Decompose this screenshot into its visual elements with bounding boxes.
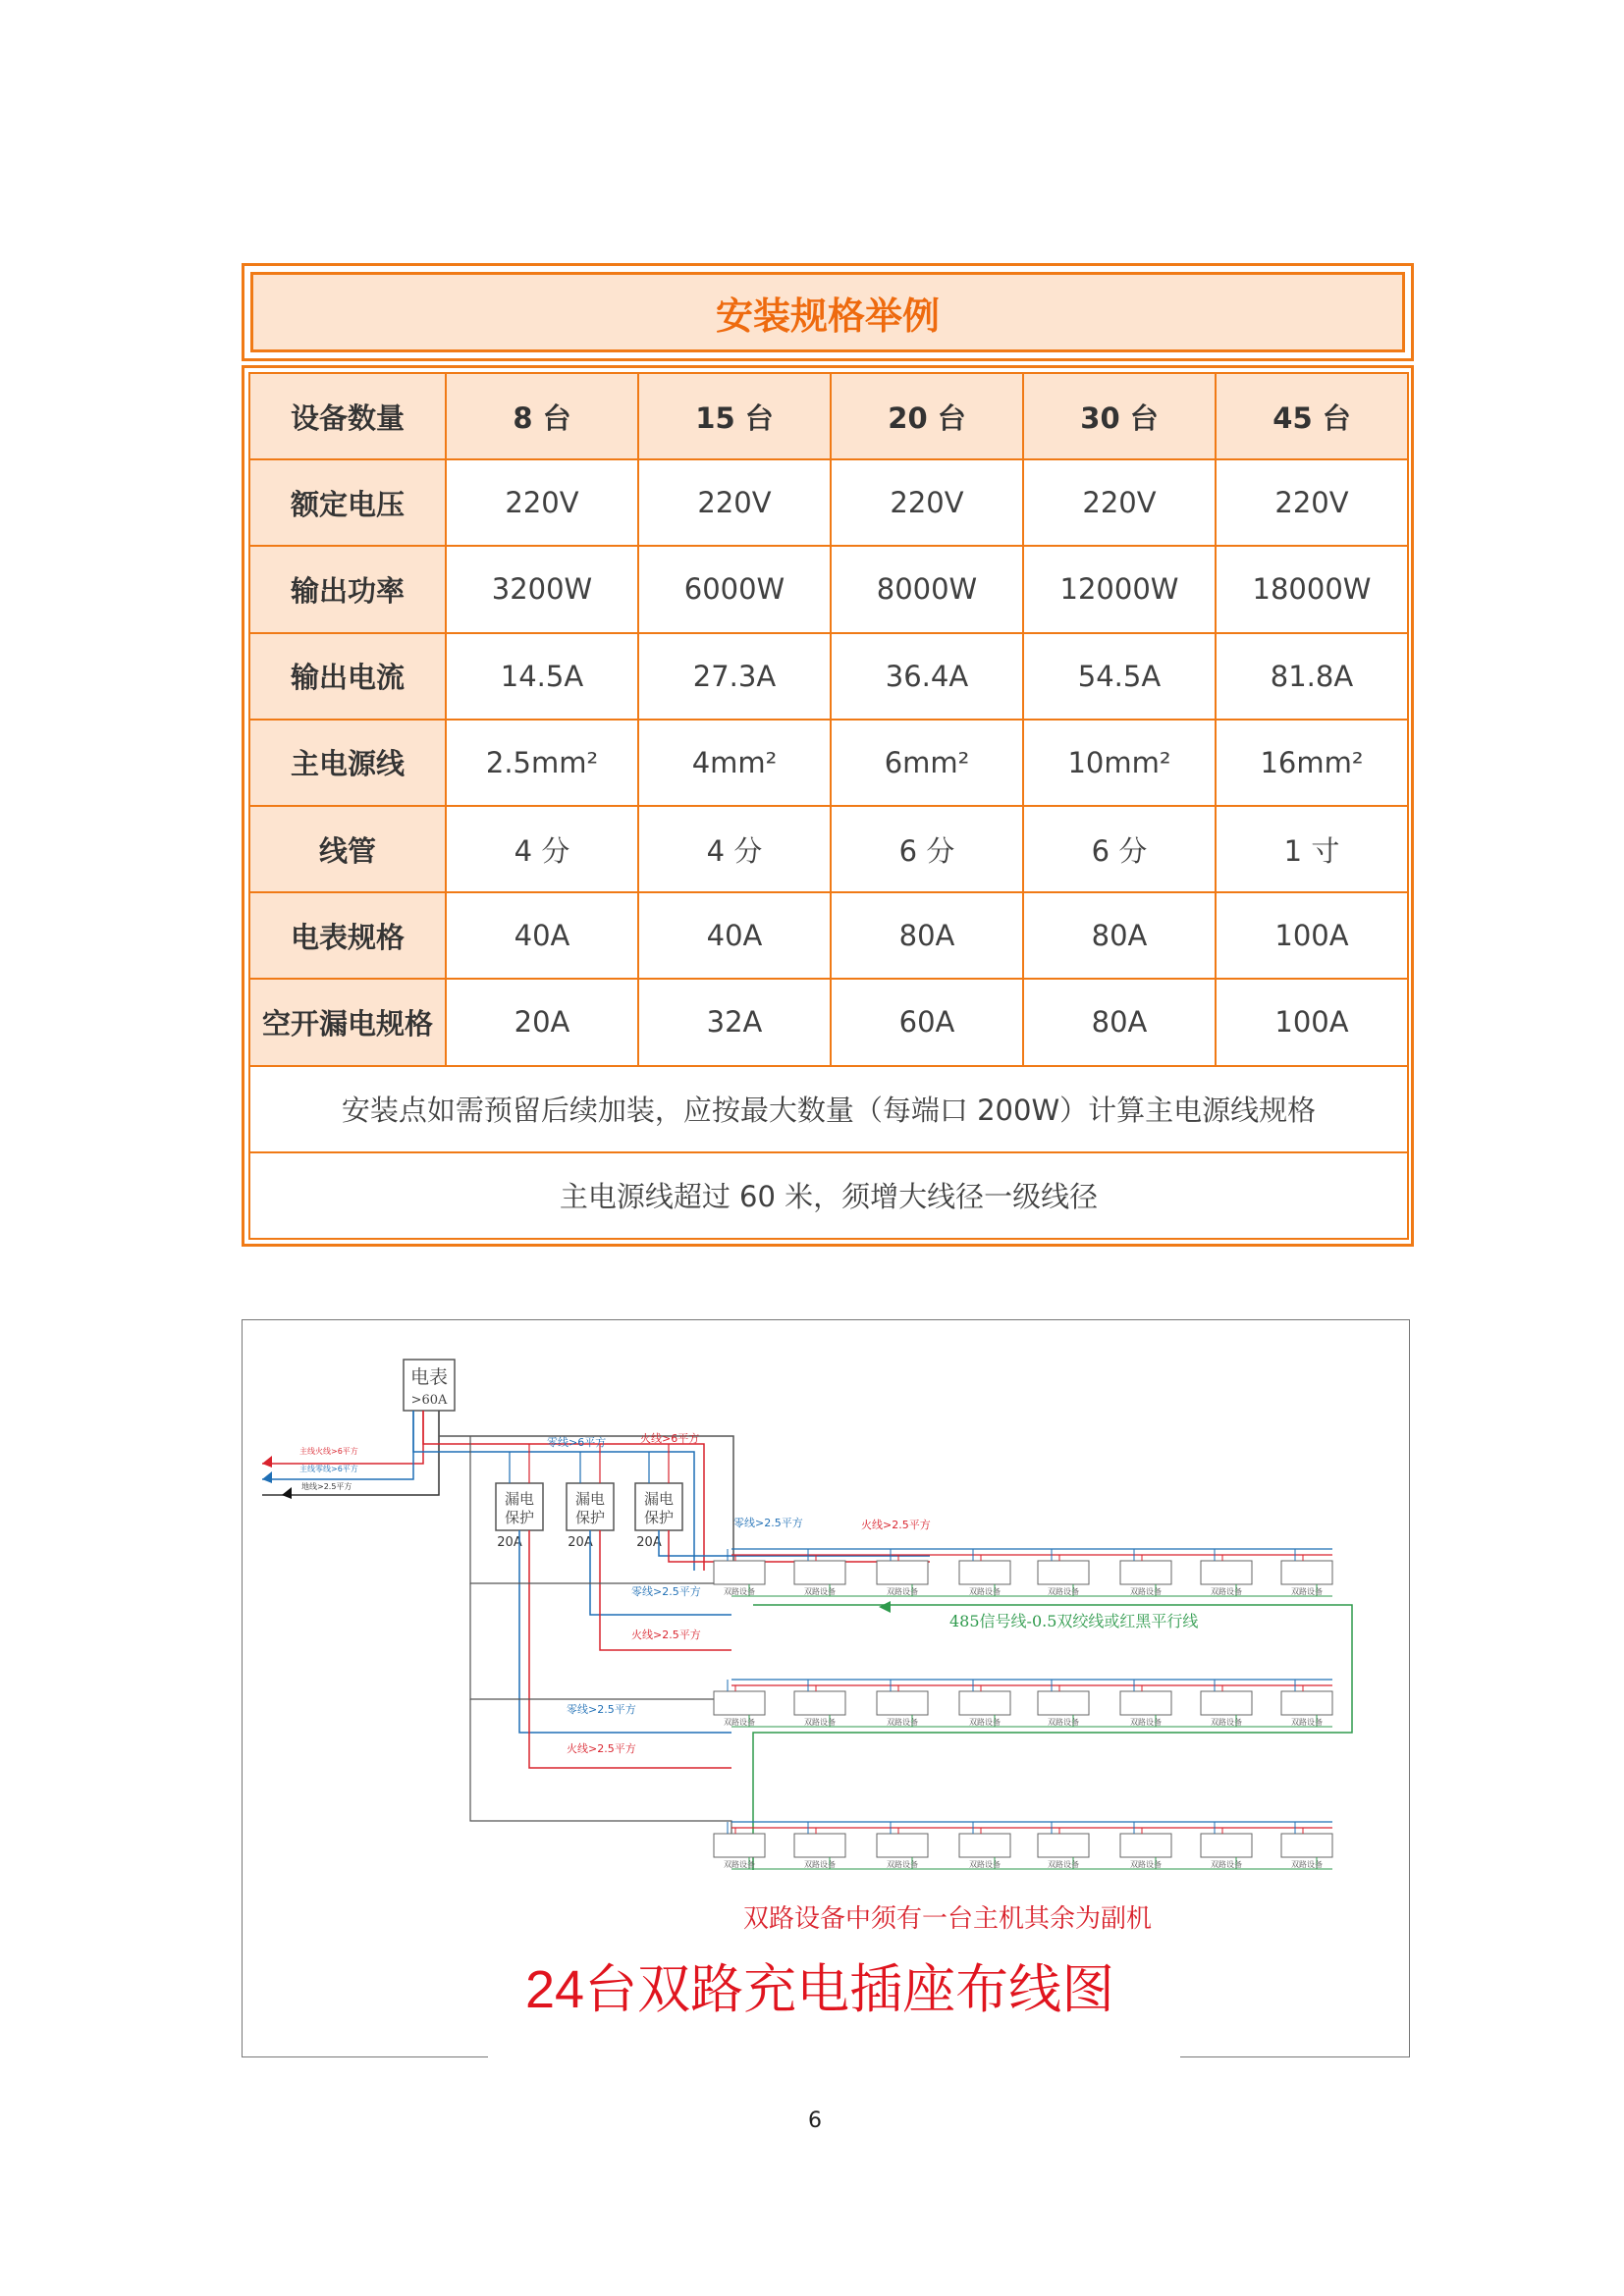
device-box bbox=[959, 1561, 1010, 1584]
device-box bbox=[1120, 1834, 1171, 1857]
device-box bbox=[714, 1561, 765, 1584]
device-unit bbox=[1038, 1549, 1089, 1596]
signal-note: 485信号线-0.5双绞线或红黑平行线 bbox=[949, 1612, 1199, 1630]
table-cell: 6 分 bbox=[831, 806, 1023, 892]
table-cell: 8000W bbox=[831, 546, 1023, 632]
device-label: 双路设备 bbox=[969, 1860, 1001, 1869]
header-col: 8 台 bbox=[446, 373, 638, 459]
breaker-rating: 20A bbox=[497, 1535, 522, 1550]
table-cell: 80A bbox=[1023, 892, 1216, 979]
ground-line bbox=[470, 1583, 714, 1699]
header-col: 20 台 bbox=[831, 373, 1023, 459]
row-label: 电表规格 bbox=[249, 892, 446, 979]
table-cell: 36.4A bbox=[831, 633, 1023, 720]
circuit-label: 零线>2.5平方 bbox=[567, 1703, 636, 1716]
table-cell: 14.5A bbox=[446, 633, 638, 720]
device-label: 双路设备 bbox=[804, 1718, 836, 1727]
table-cell: 100A bbox=[1216, 979, 1408, 1065]
signal-arrow-icon bbox=[879, 1601, 891, 1613]
note-row bbox=[249, 1066, 1408, 1152]
spec-table-frame bbox=[242, 365, 1414, 1247]
device-unit bbox=[1201, 1680, 1252, 1727]
table-cell: 4 分 bbox=[638, 806, 831, 892]
note-text: 安装点如需预留后续加装，应按最大数量（每端口 200W）计算主电源线规格 bbox=[249, 1066, 1408, 1152]
device-unit bbox=[714, 1680, 765, 1727]
table-header-row bbox=[249, 373, 1408, 459]
table-cell: 12000W bbox=[1023, 546, 1216, 632]
device-box bbox=[959, 1834, 1010, 1857]
table-title: 安装规格举例 bbox=[715, 294, 940, 338]
device-box bbox=[794, 1691, 845, 1715]
device-label: 双路设备 bbox=[969, 1718, 1001, 1727]
device-unit bbox=[1201, 1549, 1252, 1596]
device-unit bbox=[714, 1822, 765, 1869]
table-cell: 6mm² bbox=[831, 720, 1023, 806]
table-cell: 80A bbox=[1023, 979, 1216, 1065]
device-label: 双路设备 bbox=[1048, 1718, 1079, 1727]
row-label: 额定电压 bbox=[249, 459, 446, 546]
row-label: 主电源线 bbox=[249, 720, 446, 806]
device-label: 双路设备 bbox=[887, 1860, 918, 1869]
table-row bbox=[249, 546, 1408, 632]
row-label: 空开漏电规格 bbox=[249, 979, 446, 1065]
table-title-band bbox=[250, 272, 1405, 352]
device-unit bbox=[1281, 1822, 1332, 1869]
table-cell: 16mm² bbox=[1216, 720, 1408, 806]
device-unit bbox=[1120, 1549, 1171, 1596]
table-cell: 54.5A bbox=[1023, 633, 1216, 720]
device-box bbox=[794, 1834, 845, 1857]
header-col: 15 台 bbox=[638, 373, 831, 459]
bus-label: 零线>6平方 bbox=[547, 1436, 607, 1449]
device-unit bbox=[1120, 1822, 1171, 1869]
device-unit bbox=[1281, 1680, 1332, 1727]
master-note: 双路设备中须有一台主机其余为副机 bbox=[743, 1904, 1153, 1934]
device-unit bbox=[1038, 1822, 1089, 1869]
breaker-rating: 20A bbox=[568, 1535, 593, 1550]
device-unit bbox=[877, 1822, 928, 1869]
table-cell: 3200W bbox=[446, 546, 638, 632]
device-label: 双路设备 bbox=[887, 1718, 918, 1727]
device-box bbox=[1281, 1834, 1332, 1857]
table-cell: 80A bbox=[831, 892, 1023, 979]
breaker-label: 漏电 bbox=[504, 1490, 535, 1508]
table-row bbox=[249, 892, 1408, 979]
table-cell: 10mm² bbox=[1023, 720, 1216, 806]
table-cell: 18000W bbox=[1216, 546, 1408, 632]
caption-frame-gap bbox=[488, 2053, 1180, 2060]
device-unit bbox=[959, 1549, 1010, 1596]
device-unit bbox=[794, 1822, 845, 1869]
note-text: 主电源线超过 60 米，须增大线径一级线径 bbox=[249, 1152, 1408, 1239]
page-number: 6 bbox=[808, 2109, 822, 2133]
table-cell: 4mm² bbox=[638, 720, 831, 806]
device-unit bbox=[794, 1680, 845, 1727]
device-label: 双路设备 bbox=[1048, 1860, 1079, 1869]
device-box bbox=[1281, 1691, 1332, 1715]
input-label: 地线>2.5平方 bbox=[301, 1482, 352, 1491]
circuit-label: 零线>2.5平方 bbox=[631, 1585, 701, 1598]
input-label: 主线零线>6平方 bbox=[299, 1465, 358, 1473]
device-rows bbox=[714, 1549, 1332, 1869]
table-cell: 6 分 bbox=[1023, 806, 1216, 892]
table-cell: 32A bbox=[638, 979, 831, 1065]
table-row bbox=[249, 806, 1408, 892]
device-box bbox=[959, 1691, 1010, 1715]
device-unit bbox=[1201, 1822, 1252, 1869]
table-cell: 220V bbox=[638, 459, 831, 546]
device-label: 双路设备 bbox=[1130, 1587, 1162, 1596]
meter-rating: >60A bbox=[410, 1393, 448, 1408]
device-box bbox=[877, 1691, 928, 1715]
row-label: 输出电流 bbox=[249, 633, 446, 720]
circuit-label: 火线>2.5平方 bbox=[631, 1629, 701, 1641]
device-box bbox=[1038, 1561, 1089, 1584]
device-unit bbox=[1038, 1680, 1089, 1727]
breaker-rating: 20A bbox=[636, 1535, 662, 1550]
device-unit bbox=[959, 1822, 1010, 1869]
table-cell: 40A bbox=[638, 892, 831, 979]
device-box bbox=[1201, 1561, 1252, 1584]
table-cell: 81.8A bbox=[1216, 633, 1408, 720]
device-unit bbox=[959, 1680, 1010, 1727]
device-label: 双路设备 bbox=[804, 1860, 836, 1869]
device-box bbox=[1201, 1834, 1252, 1857]
circuit-label: 火线>2.5平方 bbox=[567, 1742, 636, 1755]
meter-label: 电表 bbox=[409, 1366, 449, 1388]
device-label: 双路设备 bbox=[1291, 1587, 1323, 1596]
breaker-label: 漏电 bbox=[643, 1490, 675, 1508]
device-label: 双路设备 bbox=[724, 1860, 755, 1869]
table-cell: 27.3A bbox=[638, 633, 831, 720]
table-cell: 40A bbox=[446, 892, 638, 979]
device-label: 双路设备 bbox=[1211, 1718, 1242, 1727]
device-label: 双路设备 bbox=[887, 1587, 918, 1596]
table-cell: 20A bbox=[446, 979, 638, 1065]
note-row bbox=[249, 1152, 1408, 1239]
table-cell: 220V bbox=[831, 459, 1023, 546]
table-cell: 1 寸 bbox=[1216, 806, 1408, 892]
table-cell: 220V bbox=[1216, 459, 1408, 546]
device-box bbox=[714, 1834, 765, 1857]
device-unit bbox=[1120, 1680, 1171, 1727]
arrow-ground-icon bbox=[282, 1487, 292, 1499]
diagram-caption: 24台双路充电插座布线图 bbox=[525, 1960, 1115, 2019]
arrow-live-icon bbox=[262, 1456, 272, 1468]
device-label: 双路设备 bbox=[1291, 1718, 1323, 1727]
device-label: 双路设备 bbox=[724, 1718, 755, 1727]
circuit-label: 火线>2.5平方 bbox=[861, 1519, 931, 1531]
arrow-neutral-icon bbox=[262, 1471, 272, 1483]
header-label: 设备数量 bbox=[249, 373, 446, 459]
device-box bbox=[1038, 1691, 1089, 1715]
device-label: 双路设备 bbox=[1211, 1860, 1242, 1869]
table-row bbox=[249, 459, 1408, 546]
input-label: 主线火线>6平方 bbox=[299, 1447, 358, 1456]
table-cell: 220V bbox=[1023, 459, 1216, 546]
table-cell: 6000W bbox=[638, 546, 831, 632]
table-cell: 4 分 bbox=[446, 806, 638, 892]
device-label: 双路设备 bbox=[724, 1587, 755, 1596]
spec-table bbox=[248, 372, 1409, 1240]
device-box bbox=[877, 1834, 928, 1857]
table-cell: 100A bbox=[1216, 892, 1408, 979]
row-label: 输出功率 bbox=[249, 546, 446, 632]
device-box bbox=[1120, 1561, 1171, 1584]
device-unit bbox=[877, 1680, 928, 1727]
bus-label: 火线>6平方 bbox=[640, 1432, 700, 1445]
circuit1-neutral bbox=[659, 1530, 930, 1556]
wiring-diagram bbox=[243, 1320, 1411, 2058]
device-box bbox=[1201, 1691, 1252, 1715]
row-label: 线管 bbox=[249, 806, 446, 892]
wiring-diagram-figure bbox=[242, 1319, 1410, 2057]
device-label: 双路设备 bbox=[804, 1587, 836, 1596]
device-box bbox=[1038, 1834, 1089, 1857]
device-label: 双路设备 bbox=[969, 1587, 1001, 1596]
device-box bbox=[714, 1691, 765, 1715]
breaker-label: 保护 bbox=[574, 1509, 606, 1526]
device-label: 双路设备 bbox=[1211, 1587, 1242, 1596]
device-label: 双路设备 bbox=[1130, 1718, 1162, 1727]
device-box bbox=[1120, 1691, 1171, 1715]
device-box bbox=[794, 1561, 845, 1584]
circuit-label: 零线>2.5平方 bbox=[733, 1517, 803, 1529]
table-cell: 220V bbox=[446, 459, 638, 546]
device-label: 双路设备 bbox=[1291, 1860, 1323, 1869]
device-label: 双路设备 bbox=[1048, 1587, 1079, 1596]
header-col: 45 台 bbox=[1216, 373, 1408, 459]
breaker-label: 保护 bbox=[643, 1509, 675, 1526]
device-label: 双路设备 bbox=[1130, 1860, 1162, 1869]
device-unit bbox=[1281, 1549, 1332, 1596]
breaker-label: 保护 bbox=[504, 1509, 535, 1526]
table-title-box bbox=[242, 263, 1414, 361]
header-col: 30 台 bbox=[1023, 373, 1216, 459]
breaker-label: 漏电 bbox=[574, 1490, 606, 1508]
device-box bbox=[1281, 1561, 1332, 1584]
signal-loop bbox=[753, 1605, 1352, 1870]
table-row bbox=[249, 720, 1408, 806]
table-cell: 2.5mm² bbox=[446, 720, 638, 806]
ground-line bbox=[470, 1699, 731, 1844]
device-box bbox=[877, 1561, 928, 1584]
table-row bbox=[249, 633, 1408, 720]
table-row bbox=[249, 979, 1408, 1065]
table-cell: 60A bbox=[831, 979, 1023, 1065]
